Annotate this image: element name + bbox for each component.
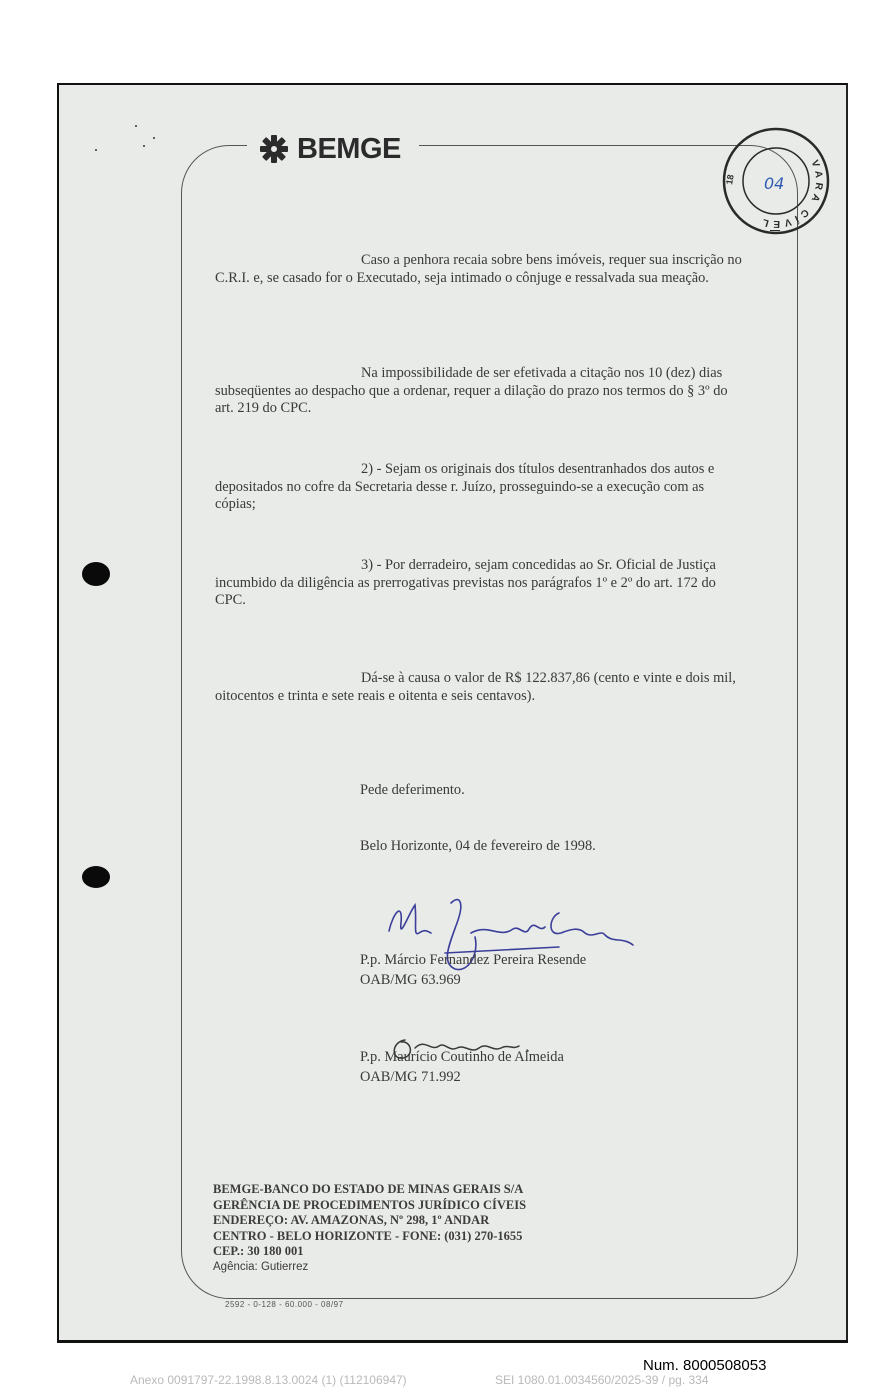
paragraph-bailiff-prerogatives: 3) - Por derradeiro, sejam concedidas ao Sr. Oficial de Justiça incumbido da diligência as prerrogativas previstas nos parágrafos 1º e 2º do art. 172 do CPC.	[215, 557, 716, 608]
closing-request: Pede deferimento.	[360, 782, 465, 798]
court-stamp	[720, 125, 832, 237]
agency-name: Agência: Gutierrez	[213, 1260, 309, 1273]
bank-footer: BEMGE-BANCO DO ESTADO DE MINAS GERAIS S/A GERÊNCIA DE PROCEDIMENTOS JURÍDICO CÍVEIS ENDEREÇO: AV. AMAZONAS, Nº 298, 1º ANDAR CENTRO - BELO HORIZONTE - FONE: (031) 270-1655 CEP.: 30 180 001 Agência: Gutierrez	[213, 1182, 526, 1275]
signatory-2-name: P.p. Maurício Coutinho de Almeida	[360, 1049, 564, 1065]
svg-text:VARA CÍVEL	[757, 159, 824, 229]
stamp-handwritten-number: 04	[764, 174, 785, 193]
logo-text: BEMGE	[297, 132, 401, 165]
asterisk-logo-icon	[259, 134, 289, 164]
scanned-page	[57, 83, 848, 1342]
sei-reference: SEI 1080.01.0034560/2025-39 / pg. 334	[495, 1373, 709, 1387]
form-code: 2592 - 0-128 - 60.000 - 08/97	[225, 1300, 344, 1309]
document-number: Num. 8000508053	[643, 1357, 767, 1374]
paragraph-original-titles: 2) - Sejam os originais dos títulos desentranhados dos autos e depositados no cofre da Secretaria desse r. Juízo, prosseguindo-se a execução com as cópias;	[215, 461, 715, 512]
bemge-logo	[259, 129, 401, 169]
signatory-1-oab: OAB/MG 63.969	[360, 972, 461, 988]
letterhead-frame	[181, 145, 798, 1299]
annex-reference: Anexo 0091797-22.1998.8.13.0024 (1) (112106947)	[130, 1373, 407, 1387]
punch-hole-upper	[82, 562, 110, 586]
paragraph-citation-deadline: Na impossibilidade de ser efetivada a citação nos 10 (dez) dias subseqüentes ao despacho que a ordenar, requer a dilação do prazo nos termos do § 3º do art. 219 do CPC.	[215, 365, 728, 416]
signatory-1-name: P.p. Márcio Fernandez Pereira Resende	[360, 952, 587, 968]
paragraph-case-value: Dá-se à causa o valor de R$ 122.837,86 (cento e vinte e dois mil, oitocentos e trinta e sete reais e oitenta e seis centavos).	[215, 670, 736, 704]
signatory-2-oab: OAB/MG 71.992	[360, 1069, 461, 1085]
signature-marcio	[379, 893, 639, 983]
punch-hole-lower	[82, 866, 110, 888]
stamp-ring-text: VARA CÍVEL	[757, 158, 825, 230]
paragraph-real-estate: Caso a penhora recaia sobre bens imóveis, requer sua inscrição no C.R.I. e, se casado for o Executado, seja intimado o cônjuge e ressalvada sua meação.	[215, 252, 742, 286]
place-date: Belo Horizonte, 04 de fevereiro de 1998.	[360, 838, 596, 854]
stamp-ring-number: 18	[724, 173, 736, 186]
